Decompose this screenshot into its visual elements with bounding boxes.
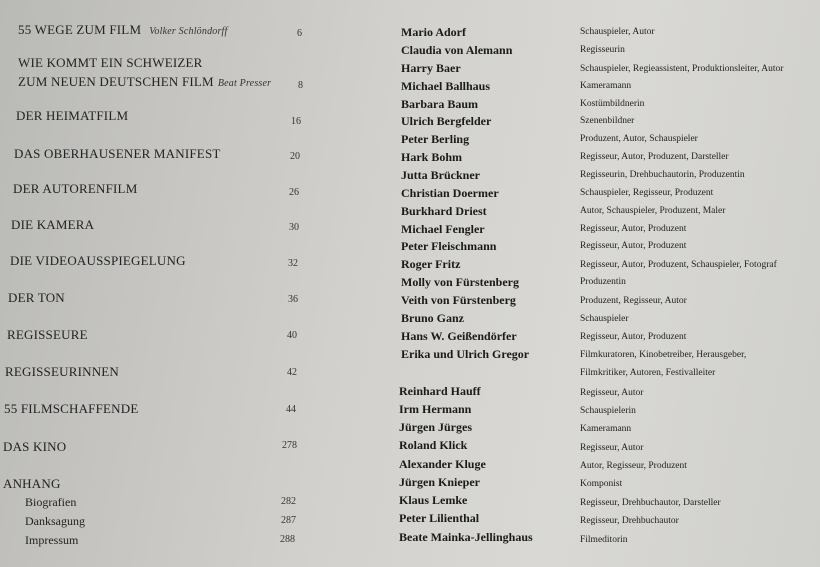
toc-page-number: 44: [286, 404, 296, 415]
person-name: Michael Ballhaus: [401, 79, 491, 93]
person-role: Kameramann: [580, 424, 632, 434]
person-row[interactable]: [0, 257, 820, 275]
person-role: Schauspieler, Regieassistent, Produktionsleiter, Autor: [580, 64, 784, 74]
person-name: Klaus Lemke: [399, 493, 468, 507]
person-role: Regisseur, Autor, Produzent, Schauspieler, Fotograf: [580, 260, 777, 270]
person-name: Bruno Ganz: [401, 311, 465, 325]
person-name: Michael Fengler: [401, 222, 485, 236]
person-role: Produzent, Regisseur, Autor: [580, 296, 687, 306]
toc-page-number: 32: [288, 258, 298, 269]
person-name: Roger Fritz: [401, 257, 461, 271]
person-name: Jutta Brückner: [401, 168, 480, 182]
toc-title: 55 FILMSCHAFFENDE: [4, 401, 139, 416]
toc-title: ANHANG: [3, 476, 61, 491]
person-name: Claudia von Alemann: [401, 43, 513, 57]
toc-title: DIE KAMERA: [11, 217, 95, 232]
person-row[interactable]: [0, 275, 820, 293]
person-role: Komponist: [580, 479, 623, 489]
person-row[interactable]: [0, 61, 820, 79]
person-row[interactable]: [0, 511, 820, 529]
toc-title: DAS OBERHAUSENER MANIFEST: [14, 146, 221, 161]
person-row[interactable]: [0, 438, 820, 456]
toc-title: DER TON: [8, 290, 65, 305]
person-name: Barbara Baum: [401, 97, 479, 111]
person-name: Irm Hermann: [399, 402, 472, 416]
person-name: Christian Doermer: [401, 186, 499, 200]
toc-subentry-title: Danksagung: [25, 514, 85, 528]
person-role: Regisseurin: [580, 45, 625, 55]
person-role: Regisseur, Drehbuchautor, Darsteller: [580, 498, 721, 508]
person-row[interactable]: [0, 475, 820, 493]
toc-page-number: 16: [291, 116, 301, 127]
person-role: Regisseur, Autor, Produzent: [580, 224, 687, 234]
toc-author: Volker Schlöndorff: [149, 26, 228, 37]
person-name: Veith von Fürstenberg: [401, 293, 516, 307]
person-row[interactable]: [0, 204, 820, 222]
person-name: Hark Bohm: [401, 150, 463, 164]
toc-page-number: 282: [281, 496, 296, 507]
person-role: Kostümbildnerin: [580, 99, 645, 109]
toc-page-number: 40: [287, 330, 297, 341]
person-role: Regisseur, Autor, Produzent: [580, 241, 687, 251]
person-row[interactable]: [0, 239, 820, 257]
person-role: Produzentin: [580, 277, 626, 287]
person-role: Autor, Schauspieler, Produzent, Maler: [580, 206, 726, 216]
person-row[interactable]: [0, 186, 820, 204]
person-role: Produzent, Autor, Schauspieler: [580, 134, 698, 144]
person-row[interactable]: [0, 493, 820, 511]
person-name: Mario Adorf: [401, 25, 466, 39]
person-role: Regisseur, Drehbuchautor: [580, 516, 679, 526]
person-name: Molly von Fürstenberg: [401, 275, 519, 289]
toc-page-number: 287: [281, 515, 296, 526]
toc-author: Beat Presser: [217, 78, 272, 89]
person-role: Filmeditorin: [580, 535, 628, 545]
person-role: Regisseur, Autor, Produzent, Darsteller: [580, 152, 729, 162]
person-row[interactable]: [0, 329, 820, 347]
toc-page-number: 30: [289, 222, 299, 233]
person-row[interactable]: [0, 150, 820, 168]
person-name: Reinhard Hauff: [399, 384, 481, 398]
person-role: Schauspieler, Regisseur, Produzent: [580, 188, 714, 198]
person-name: Jürgen Knieper: [399, 475, 480, 489]
person-role: Filmkuratoren, Kinobetreiber, Herausgeber,: [580, 350, 747, 360]
toc-page-number: 288: [280, 534, 295, 545]
toc-title: DER AUTORENFILM: [13, 181, 138, 196]
toc-title: DIE VIDEOAUSSPIEGELUNG: [10, 253, 186, 268]
person-row[interactable]: [0, 457, 820, 475]
person-row[interactable]: [0, 530, 820, 548]
person-row[interactable]: [0, 420, 820, 438]
toc-title: WIE KOMMT EIN SCHWEIZER: [18, 55, 203, 70]
person-row[interactable]: [0, 311, 820, 329]
person-role: Schauspielerin: [580, 406, 636, 416]
toc-title: REGISSEURINNEN: [5, 364, 120, 379]
toc-subentry-title: Impressum: [25, 533, 79, 547]
person-role: Regisseur, Autor: [580, 388, 644, 398]
toc-page-number: 8: [298, 80, 303, 91]
person-row[interactable]: [0, 25, 820, 43]
person-name: Beate Mainka-Jellinghaus: [399, 530, 533, 544]
person-name: Alexander Kluge: [399, 457, 486, 471]
person-row[interactable]: [0, 97, 820, 115]
person-role: Kameramann: [580, 81, 632, 91]
person-row[interactable]: [0, 402, 820, 420]
toc-title: 55 WEGE ZUM FILM Volker Schlöndorff: [18, 22, 228, 37]
person-row[interactable]: [0, 384, 820, 402]
toc-page-number: 42: [287, 367, 297, 378]
toc-page-number: 26: [289, 187, 299, 198]
toc-subentry-title: Biografien: [25, 495, 77, 509]
person-name: Peter Lilienthal: [399, 511, 480, 525]
person-row[interactable]: [0, 43, 820, 61]
person-role: Regisseur, Autor: [580, 443, 644, 453]
toc-page-number: 20: [290, 151, 300, 162]
person-row[interactable]: [0, 79, 820, 97]
person-row[interactable]: [0, 347, 820, 383]
toc-title: DER HEIMATFILM: [16, 108, 129, 123]
person-role: Regisseur, Autor, Produzent: [580, 332, 687, 342]
person-row[interactable]: [0, 293, 820, 311]
person-name: Roland Klick: [399, 438, 468, 452]
person-role-line2: Filmkritiker, Autoren, Festivalleiter: [580, 368, 716, 378]
person-row[interactable]: [0, 132, 820, 150]
person-name: Peter Berling: [401, 132, 470, 146]
person-row[interactable]: [0, 114, 820, 132]
toc-title: DAS KINO: [3, 439, 67, 454]
person-row[interactable]: [0, 168, 820, 186]
person-name: Jürgen Jürges: [399, 420, 472, 434]
person-row[interactable]: [0, 222, 820, 240]
toc-page-number: 36: [288, 294, 298, 305]
person-name: Hans W. Geißendörfer: [401, 329, 517, 343]
person-role: Regisseurin, Drehbuchautorin, Produzentin: [580, 170, 745, 180]
person-role: Schauspieler: [580, 314, 629, 324]
person-name: Peter Fleischmann: [401, 239, 497, 253]
person-role: Autor, Regisseur, Produzent: [580, 461, 687, 471]
toc-title-line2: ZUM NEUEN DEUTSCHEN FILM Beat Presser: [18, 74, 272, 89]
toc-page-number: 278: [282, 440, 297, 451]
person-role: Szenenbildner: [580, 116, 635, 126]
person-name: Harry Baer: [401, 61, 461, 75]
person-role: Schauspieler, Autor: [580, 27, 655, 37]
person-name: Erika und Ulrich Gregor: [401, 347, 530, 361]
toc-title: REGISSEURE: [7, 327, 88, 342]
person-name: Ulrich Bergfelder: [401, 114, 492, 128]
person-name: Burkhard Driest: [401, 204, 487, 218]
toc-page-number: 6: [297, 28, 302, 39]
